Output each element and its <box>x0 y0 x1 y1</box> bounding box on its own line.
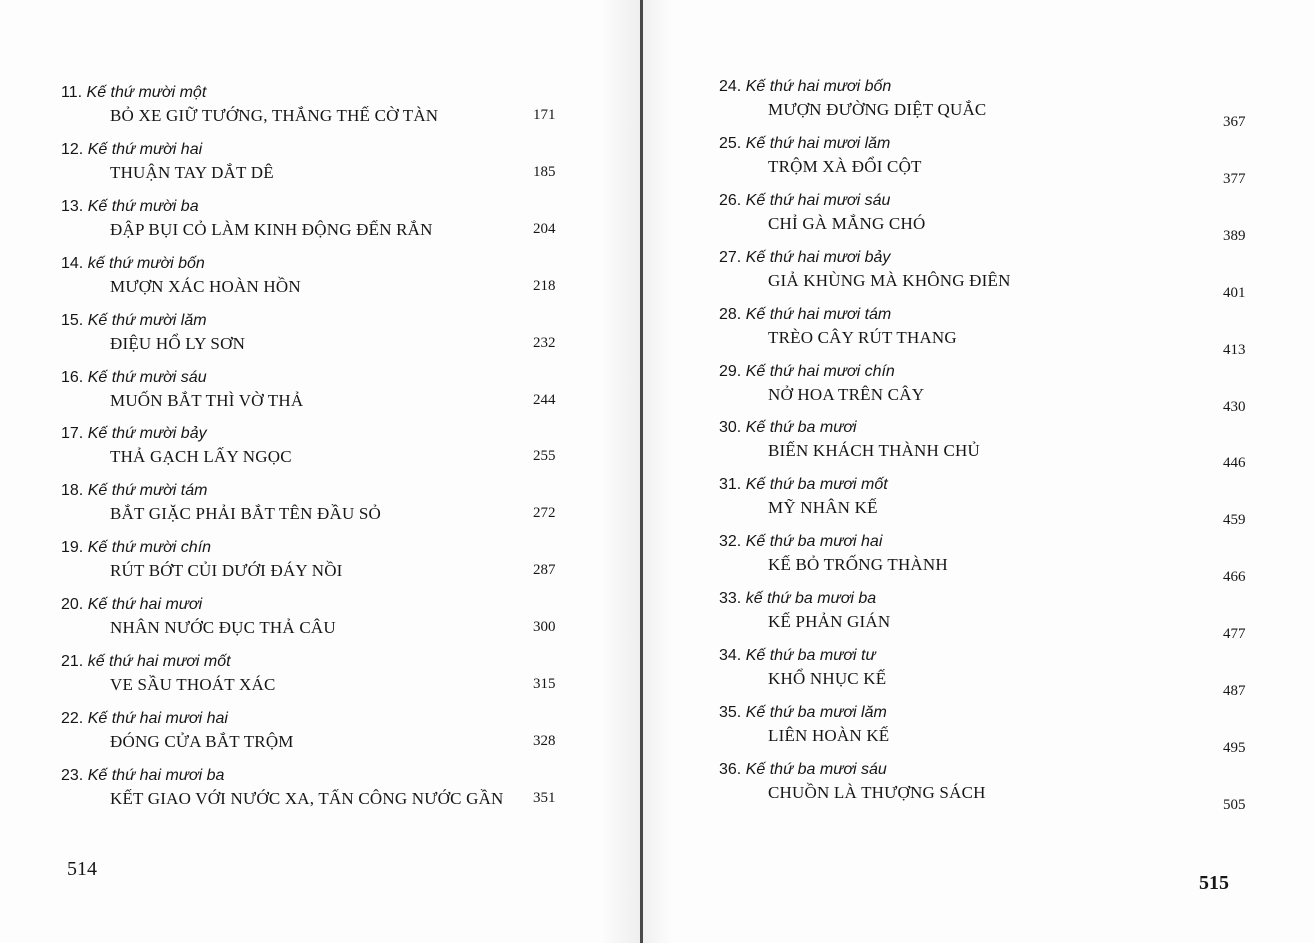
chapter-number: 29. <box>719 362 742 380</box>
chapter-number: 15. <box>61 311 84 329</box>
chapter-title: TRỘM XÀ ĐỔI CỘT <box>768 156 922 176</box>
page-ref: 300 <box>533 619 556 636</box>
page-ref: 328 <box>533 732 556 749</box>
chapter-name: Kế thứ hai mươi bốn <box>745 78 892 95</box>
chapter-title: ĐÓNG CỬA BẮT TRỘM <box>110 731 294 751</box>
toc-entry <box>0 767 640 823</box>
chapter-label <box>719 363 895 381</box>
toc-entry <box>0 198 640 254</box>
chapter-title: GIẢ KHÙNG MÀ KHÔNG ĐIÊN <box>768 270 1011 290</box>
left-page <box>0 0 640 943</box>
toc-entry <box>0 369 640 425</box>
toc-entry <box>0 141 640 197</box>
chapter-number: 25. <box>719 134 742 152</box>
chapter-number: 19. <box>61 539 84 557</box>
chapter-label <box>61 653 231 671</box>
chapter-number: 14. <box>61 254 84 272</box>
chapter-name: Kế thứ hai mươi hai <box>87 709 228 727</box>
chapter-number: 11. <box>61 84 83 101</box>
chapter-label <box>61 710 228 728</box>
chapter-number: 13. <box>61 197 84 215</box>
chapter-number: 30. <box>719 419 742 437</box>
page-ref: 477 <box>1223 626 1246 643</box>
chapter-title: KHỔ NHỤC KẾ <box>768 669 887 688</box>
chapter-title: CHỈ GÀ MẮNG CHÓ <box>768 213 926 233</box>
chapter-name: Kế thứ mười chín <box>87 539 212 557</box>
chapter-label <box>61 539 211 557</box>
toc-entry <box>0 596 640 652</box>
toc-entry <box>0 710 640 766</box>
chapter-number: 27. <box>719 248 742 266</box>
chapter-label <box>61 312 207 330</box>
page-ref: 377 <box>1223 170 1246 187</box>
chapter-name: Kế thứ mười một <box>86 84 207 101</box>
chapter-title: MƯỢN XÁC HOÀN HỒN <box>110 276 301 296</box>
chapter-label <box>719 704 887 722</box>
toc-entry <box>643 533 1314 589</box>
chapter-name: Kế thứ hai mươi sáu <box>745 191 891 209</box>
chapter-name: kế thứ ba mươi ba <box>745 590 877 608</box>
chapter-number: 36. <box>719 760 742 778</box>
toc-entry <box>643 363 1314 419</box>
page-ref: 171 <box>533 107 556 123</box>
toc-entry <box>643 249 1314 305</box>
page-ref: 244 <box>533 391 556 408</box>
page-ref: 272 <box>533 505 556 522</box>
toc-entry <box>643 590 1314 646</box>
chapter-label <box>719 590 876 608</box>
page-ref: 204 <box>533 220 556 237</box>
page-ref: 446 <box>1223 455 1246 472</box>
chapter-label <box>719 647 876 665</box>
chapter-label <box>61 141 202 159</box>
chapter-number: 35. <box>719 703 742 721</box>
toc-entry <box>643 306 1314 362</box>
page-ref: 218 <box>533 277 556 294</box>
chapter-label <box>719 78 891 96</box>
chapter-label <box>61 767 224 785</box>
toc-entry <box>643 476 1314 532</box>
toc-entry <box>643 761 1314 817</box>
chapter-label <box>719 476 888 494</box>
toc-entry <box>0 482 640 538</box>
chapter-title: BIẾN KHÁCH THÀNH CHỦ <box>768 441 980 461</box>
chapter-name: kế thứ hai mươi mốt <box>87 653 231 670</box>
chapter-number: 16. <box>61 368 84 386</box>
toc-entry <box>0 425 640 481</box>
chapter-number: 22. <box>61 709 84 727</box>
page-ref: 430 <box>1223 398 1246 415</box>
page-ref: 185 <box>533 163 556 180</box>
chapter-number: 21. <box>61 653 84 670</box>
page-ref: 255 <box>533 448 556 465</box>
page-ref: 287 <box>533 562 556 579</box>
page-ref: 413 <box>1223 341 1246 358</box>
chapter-label <box>61 596 202 614</box>
chapter-title: BỎ XE GIỮ TƯỚNG, THẮNG THẾ CỜ TÀN <box>110 106 439 125</box>
chapter-number: 34. <box>719 647 742 664</box>
chapter-number: 12. <box>61 140 84 158</box>
page-ref: 505 <box>1223 796 1246 813</box>
chapter-number: 17. <box>61 425 84 443</box>
chapter-label <box>719 419 857 437</box>
chapter-name: Kế thứ mười tám <box>87 482 208 500</box>
page-number-left: 514 <box>67 858 97 880</box>
chapter-name: Kế thứ mười lăm <box>87 311 207 329</box>
chapter-name: Kế thứ hai mươi tám <box>745 305 892 323</box>
page-ref: 389 <box>1223 227 1246 244</box>
chapter-label <box>61 255 205 273</box>
chapter-number: 26. <box>719 191 742 209</box>
chapter-number: 33. <box>719 590 742 608</box>
toc-entry <box>0 312 640 368</box>
toc-entry <box>0 255 640 311</box>
chapter-title: NỞ HOA TRÊN CÂY <box>768 384 925 404</box>
chapter-number: 24. <box>719 78 742 95</box>
chapter-title: ĐIỆU HỔ LY SƠN <box>110 333 246 353</box>
chapter-name: Kế thứ hai mươi ba <box>87 766 225 784</box>
chapter-label <box>719 761 887 779</box>
chapter-title: MƯỢN ĐƯỜNG DIỆT QUẮC <box>768 100 987 119</box>
toc-entry <box>643 419 1314 475</box>
page-ref: 487 <box>1223 683 1246 699</box>
chapter-name: Kế thứ hai mươi bảy <box>745 248 891 266</box>
chapter-name: Kế thứ mười sáu <box>87 368 207 386</box>
chapter-title: KẾ BỎ TRỐNG THÀNH <box>768 555 948 575</box>
toc-entry <box>643 192 1314 248</box>
chapter-title: LIÊN HOÀN KẾ <box>768 725 890 745</box>
page-ref: 495 <box>1223 739 1246 756</box>
chapter-name: Kế thứ hai mươi lăm <box>745 134 891 152</box>
toc-entry <box>0 653 640 709</box>
chapter-label <box>61 198 199 216</box>
chapter-title: BẮT GIẶC PHẢI BẮT TÊN ĐẦU SỎ <box>110 504 382 524</box>
chapter-title: MUỐN BẮT THÌ VỜ THẢ <box>110 390 304 410</box>
page-ref: 315 <box>533 676 556 692</box>
chapter-number: 23. <box>61 766 84 784</box>
chapter-name: Kế thứ mười ba <box>87 197 199 215</box>
chapter-title: CHUỒN LÀ THƯỢNG SÁCH <box>768 782 986 802</box>
chapter-number: 32. <box>719 533 742 551</box>
page-ref: 466 <box>1223 569 1246 586</box>
chapter-label <box>719 135 890 153</box>
chapter-title: KẾ PHẢN GIÁN <box>768 612 891 632</box>
chapter-label <box>61 369 207 387</box>
chapter-name: Kế thứ ba mươi mốt <box>745 476 888 494</box>
chapter-label <box>719 192 890 210</box>
page-ref: 367 <box>1223 114 1246 130</box>
chapter-title: RÚT BỚT CỦI DƯỚI ĐÁY NỒI <box>110 561 343 581</box>
chapter-title: ĐẬP BỤI CỎ LÀM KINH ĐỘNG ĐẾN RẮN <box>110 219 433 239</box>
chapter-name: Kế thứ ba mươi sáu <box>745 760 887 778</box>
chapter-name: Kế thứ ba mươi tư <box>745 647 876 664</box>
chapter-title: THẢ GẠCH LẤY NGỌC <box>110 447 292 467</box>
chapter-title: TRÈO CÂY RÚT THANG <box>768 327 957 347</box>
page-ref: 232 <box>533 334 556 351</box>
chapter-number: 31. <box>719 476 742 494</box>
chapter-name: Kế thứ ba mươi <box>745 419 857 437</box>
page-ref: 351 <box>533 789 556 806</box>
toc-entry <box>643 647 1314 703</box>
chapter-name: Kế thứ hai mươi chín <box>745 362 895 380</box>
chapter-title: NHÂN NƯỚC ĐỤC THẢ CÂU <box>110 618 336 638</box>
chapter-label <box>61 482 207 500</box>
chapter-title: MỸ NHÂN KẾ <box>768 498 878 518</box>
page-ref: 459 <box>1223 512 1246 529</box>
toc-entry <box>643 78 1314 134</box>
chapter-number: 28. <box>719 305 742 323</box>
chapter-name: kế thứ mười bốn <box>87 254 205 272</box>
right-page <box>643 0 1314 943</box>
toc-entry <box>0 84 640 140</box>
chapter-title: THUẬN TAY DẮT DÊ <box>110 162 274 182</box>
chapter-label <box>719 306 891 324</box>
chapter-name: Kế thứ mười bảy <box>87 425 207 443</box>
chapter-number: 20. <box>61 596 84 614</box>
chapter-title: KẾT GIAO VỚI NƯỚC XA, TẤN CÔNG NƯỚC GẦN <box>110 788 504 808</box>
chapter-title: VE SẦU THOÁT XÁC <box>110 675 276 694</box>
chapter-label <box>719 249 890 267</box>
page-ref: 401 <box>1223 284 1246 301</box>
chapter-name: Kế thứ hai mươi <box>87 596 203 614</box>
chapter-label <box>61 425 207 443</box>
chapter-name: Kế thứ ba mươi lăm <box>745 703 887 721</box>
chapter-number: 18. <box>61 482 84 500</box>
page-number-right: 515 <box>1199 872 1229 894</box>
toc-entry <box>643 704 1314 760</box>
chapter-label <box>61 84 206 102</box>
chapter-label <box>719 533 882 551</box>
toc-entry <box>643 135 1314 191</box>
chapter-name: Kế thứ ba mươi hai <box>745 533 883 551</box>
toc-entry <box>0 539 640 595</box>
chapter-name: Kế thứ mười hai <box>87 140 203 158</box>
